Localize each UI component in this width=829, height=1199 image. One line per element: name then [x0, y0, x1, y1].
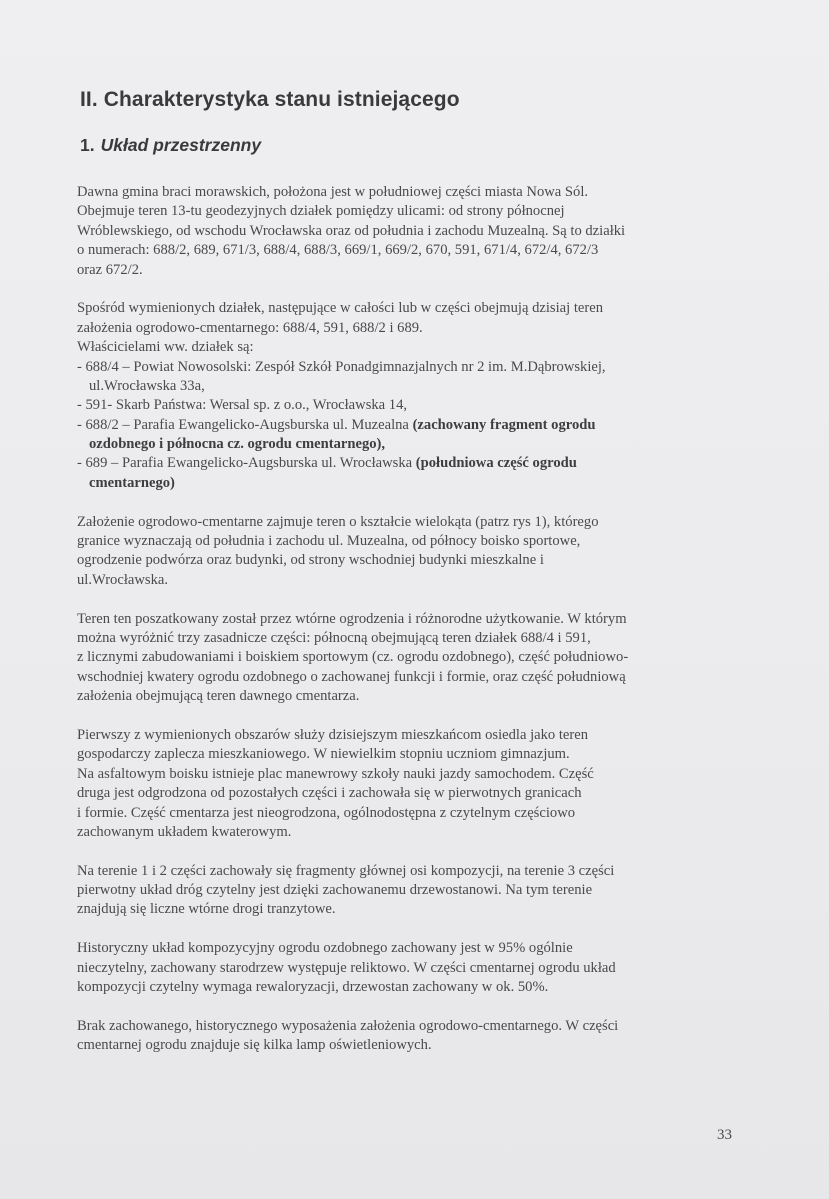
text-line: Dawna gmina braci morawskich, położona jest w południowej części miasta Nowa Sól. [77, 184, 589, 200]
text-line: Założenie ogrodowo-cmentarne zajmuje teren o kształcie wielokąta (patrz rys 1), którego [77, 513, 599, 530]
paragraph-3 [77, 513, 757, 591]
text-line: Właścicielami ww. działek są: [77, 339, 254, 356]
text-line: - 591- Skarb Państwa: Wersal sp. z o.o., Wrocławska 14, [77, 397, 408, 414]
text-line: gospodarczy zaplecza mieszkaniowego. W niewielkim stopniu uczniom gimnazjum. [77, 746, 570, 763]
text-line: wschodniej kwatery ogrodu ozdobnego o zachowanej funkcji i formie, oraz część południową [77, 668, 626, 685]
owner-note: ozdobnego i północna cz. ogrodu cmentarnego), [89, 436, 386, 453]
list-item [77, 358, 757, 397]
text-line: druga jest odgrodzona od pozostałych części i zachowała się w pierwotnych granicach [77, 785, 582, 802]
subsection-heading [80, 135, 261, 156]
text-line [77, 454, 757, 473]
owner-note: (zachowany fragment ogrodu [412, 416, 596, 433]
text-line: Na terenie 1 i 2 części zachowały się fragmenty głównej osi kompozycji, na terenie 3 części [77, 862, 615, 879]
owner-text: - 689 – Parafia Ewangelicko-Augsburska ul. Wrocławska [77, 455, 416, 472]
text-line: ul.Wrocławska 33a, [89, 377, 205, 394]
owner-note: (południowa część ogrodu [415, 455, 577, 472]
paragraph-6 [77, 862, 757, 920]
paragraph-8 [77, 1017, 757, 1056]
text-line: Historyczny układ kompozycyjny ogrodu ozdobnego zachowany jest w 95% ogólnie [77, 940, 573, 957]
text-line: i formie. Część cmentarza jest nieogrodzona, ogólnodostępna z czytelnym częściowo [77, 804, 576, 821]
text-line: cmentarnej ogrodu znajduje się kilka lamp oświetleniowych. [77, 1037, 432, 1054]
text-line: Obejmuje teren 13-tu geodezyjnych działek pomiędzy ulicami: od strony północnej [77, 203, 565, 220]
text-line: nieczytelny, zachowany starodrzew występuje reliktowo. W części cmentarnej ogrodu układ [77, 959, 616, 976]
paragraph-4 [77, 610, 757, 707]
text-line: o numerach: 688/2, 689, 671/3, 688/4, 688/3, 669/1, 669/2, 670, 591, 671/4, 672/4, 672/3 [77, 242, 599, 259]
list-item [77, 416, 757, 455]
text-line: Teren ten poszatkowany został przez wtórne ogrodzenia i różnorodne użytkowanie. W którym [77, 610, 627, 627]
paragraph-2 [77, 299, 757, 357]
text-line: zachowanym układem kwaterowym. [77, 823, 292, 840]
text-line: Brak zachowanego, historycznego wyposażenia założenia ogrodowo-cmentarnego. W części [77, 1017, 619, 1034]
owner-note: cmentarnego) [89, 474, 175, 491]
text-line [77, 416, 757, 435]
page-number: 33 [717, 1127, 732, 1143]
body-text [77, 183, 757, 1056]
list-item [77, 396, 757, 415]
paragraph-5 [77, 726, 757, 842]
owner-text: - 688/2 – Parafia Ewangelicko-Augsburska ul. Muzealna [77, 416, 413, 433]
paragraph-1 [77, 183, 757, 280]
text-line: Spośród wymienionych działek, następujące w całości lub w części obejmują dzisiaj teren [77, 300, 604, 317]
text-line: Na asfaltowym boisku istnieje plac manewrowy szkoły nauki jazdy samochodem. Część [77, 765, 594, 782]
text-line: ogrodzenie podwórza oraz budynki, od strony wschodniej budynki mieszkalne i [77, 552, 544, 569]
owners-list [77, 358, 757, 494]
text-line: założenia ogrodowo-cmentarnego: 688/4, 591, 688/2 i 689. [77, 319, 423, 336]
text-line: - 688/4 – Powiat Nowosolski: Zespół Szkół Ponadgimnazjalnych nr 2 im. M.Dąbrowskiej, [77, 358, 606, 375]
text-line: ul.Wrocławska. [77, 571, 168, 588]
text-line: pierwotny układ dróg czytelny jest dzięki zachowanemu drzewostanowi. Na tym terenie [77, 882, 593, 899]
text-line [77, 474, 757, 493]
text-line: z licznymi zabudowaniami i boiskiem sportowym (cz. ogrodu ozdobnego), część południowo- [77, 649, 629, 666]
text-line: znajdują się liczne wtórne drogi tranzytowe. [77, 901, 336, 918]
list-item [77, 454, 757, 493]
text-line: oraz 672/2. [77, 261, 143, 278]
text-line: Pierwszy z wymienionych obszarów służy dzisiejszym mieszkańcom osiedla jako teren [77, 726, 589, 743]
text-line [77, 435, 757, 454]
section-heading: II. Charakterystyka stanu istniejącego [80, 88, 460, 111]
subsection-number: 1. [80, 135, 95, 155]
subsection-title: Układ przestrzenny [100, 135, 262, 155]
text-line: założenia obejmującą teren dawnego cmentarza. [77, 688, 360, 705]
text-line: Wróblewskiego, od wschodu Wrocławska oraz od południa i zachodu Muzealną. Są to działki [77, 222, 626, 239]
text-line: granice wyznaczają od południa i zachodu ul. Muzealna, od północy boisko sportowe, [77, 533, 581, 550]
text-line: można wyróżnić trzy zasadnicze części: północną obejmującą teren działek 688/4 i 591, [77, 629, 591, 646]
text-line: kompozycji czytelny wymaga rewaloryzacji, drzewostan zachowany w ok. 50%. [77, 979, 549, 996]
paragraph-7 [77, 939, 757, 997]
